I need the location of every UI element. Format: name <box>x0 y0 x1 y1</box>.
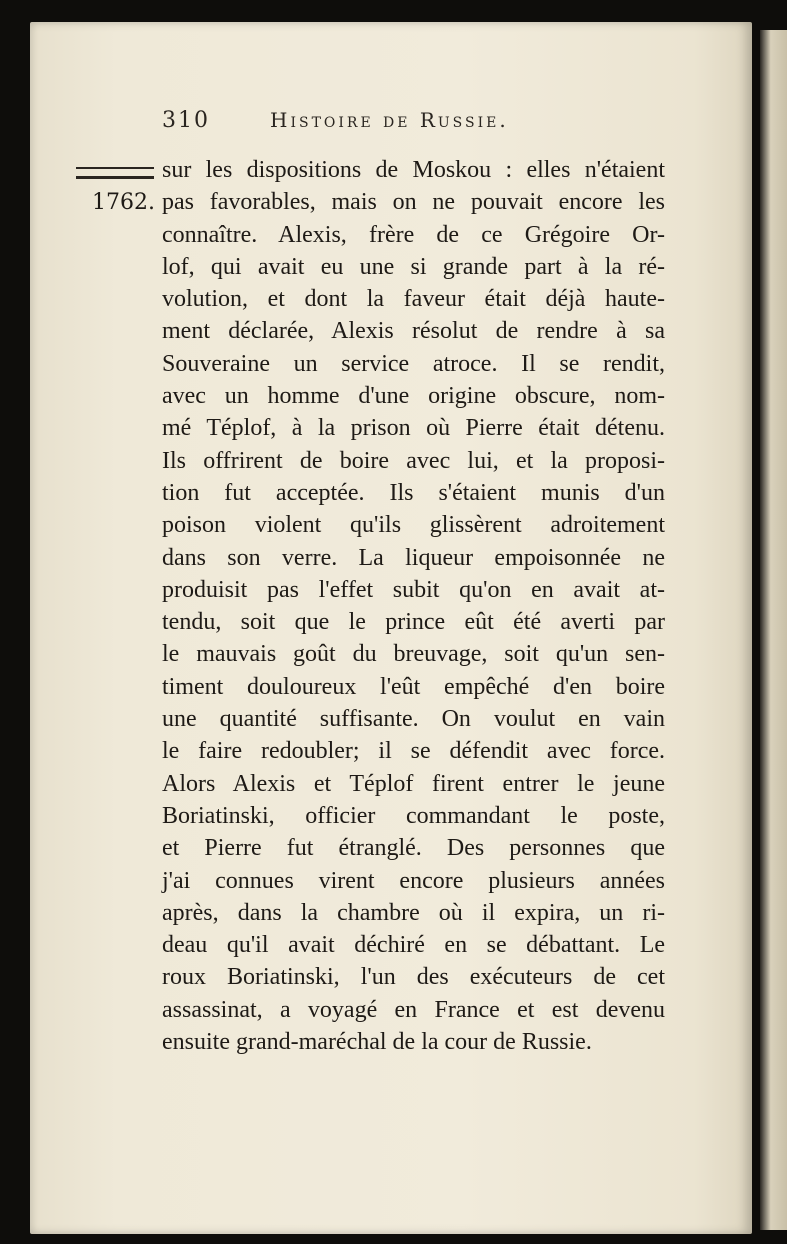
text-line: Boriatinski, officier commandant le poste, <box>162 802 665 829</box>
text-line: tion fut acceptée. Ils s'étaient munis d'un <box>162 479 665 506</box>
text-line: mé Téplof, à la prison où Pierre était détenu. <box>162 415 665 442</box>
text-line: connaître. Alexis, frère de ce Grégoire Or- <box>162 221 665 248</box>
text-line: une quantité suffisante. On voulut en vain <box>162 706 665 733</box>
text-line: deau qu'il avait déchiré en se débattant. Le <box>162 932 665 959</box>
text-line: Ils offrirent de boire avec lui, et la proposi- <box>162 447 665 474</box>
running-head: Histoire de Russie. <box>270 108 509 132</box>
text-line: avec un homme d'une origine obscure, nom- <box>162 383 665 410</box>
text-line: Souveraine un service atroce. Il se rendit, <box>162 350 665 377</box>
page-number: 310 <box>162 108 210 133</box>
text-line: sur les dispositions de Moskou : elles n'étaient <box>162 157 665 183</box>
text-line: volution, et dont la faveur était déjà haute- <box>162 286 665 313</box>
text-line: pas favorables, mais on ne pouvait encore les <box>162 189 665 216</box>
text-line: dans son verre. La liqueur empoisonnée ne <box>162 544 665 571</box>
body-text <box>162 154 665 1058</box>
text-line: timent douloureux l'eût empêché d'en boire <box>162 673 665 700</box>
text-line: après, dans la chambre où il expira, un ri- <box>162 899 665 926</box>
text-line: le mauvais goût du breuvage, soit qu'un sen- <box>162 641 665 668</box>
page-header <box>162 108 557 138</box>
text-line: ensuite grand-maréchal de la cour de Russie. <box>162 1029 592 1056</box>
text-line: ment déclarée, Alexis résolut de rendre à sa <box>162 318 665 345</box>
text-line: Alors Alexis et Téplof firent entrer le jeune <box>162 770 665 797</box>
adjacent-page-edge <box>760 30 787 1230</box>
text-line: lof, qui avait eu une si grande part à la ré- <box>162 253 665 280</box>
text-line: produisit pas l'effet subit qu'on en avait at- <box>162 576 665 603</box>
text-line: tendu, soit que le prince eût été averti par <box>162 609 665 636</box>
text-line: j'ai connues virent encore plusieurs années <box>162 867 665 894</box>
text-line: et Pierre fut étranglé. Des personnes que <box>162 835 665 862</box>
text-line: roux Boriatinski, l'un des exécuteurs de cet <box>162 964 665 991</box>
text-line: assassinat, a voyagé en France et est devenu <box>162 996 665 1023</box>
margin-year: 1762. <box>92 190 155 215</box>
text-line: poison violent qu'ils glissèrent adroitement <box>162 512 665 539</box>
section-rule <box>76 167 154 179</box>
text-line: le faire redoubler; il se défendit avec force. <box>162 738 665 765</box>
